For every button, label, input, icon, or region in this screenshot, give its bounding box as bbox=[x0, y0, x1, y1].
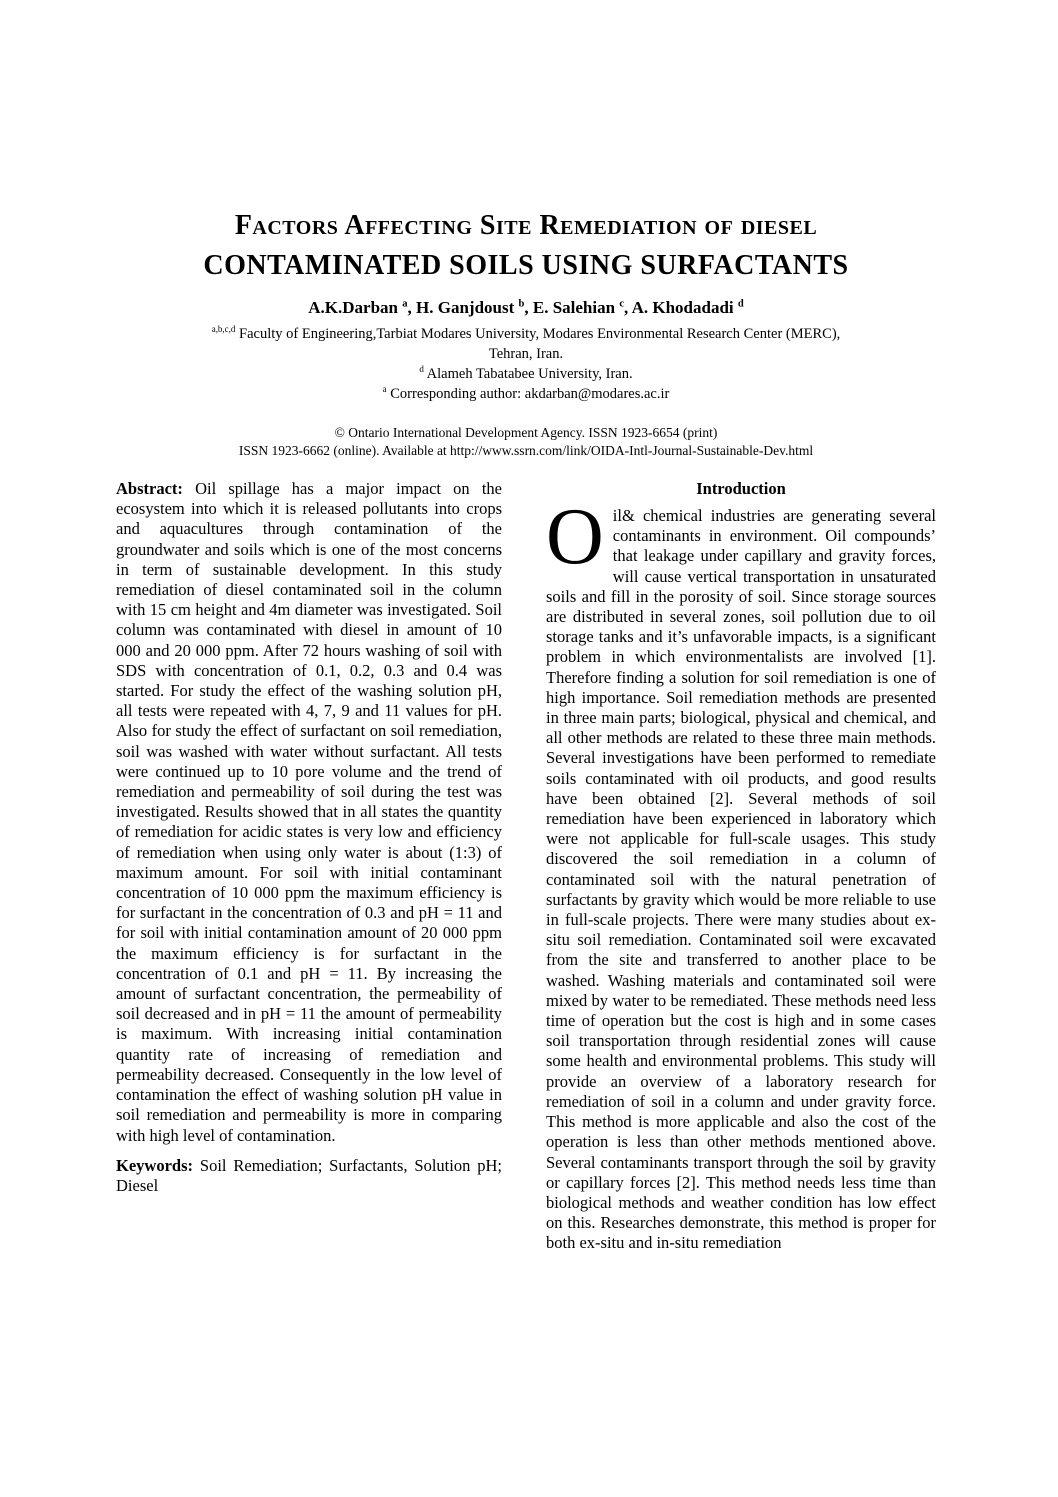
paper-title-line2: CONTAMINATED SOILS USING SURFACTANTS bbox=[203, 250, 849, 281]
abstract-label: Abstract: bbox=[116, 479, 183, 498]
affiliation-text: Faculty of Engineering,Tarbiat Modares University, Modares Environmental Research Center (MERC), bbox=[235, 326, 841, 342]
author-affiliation-mark: c bbox=[619, 298, 625, 310]
author-separator: , bbox=[524, 298, 533, 317]
authors-line bbox=[116, 296, 936, 320]
affiliation-line bbox=[116, 384, 936, 404]
introduction-paragraph bbox=[546, 493, 936, 1254]
author-affiliation-mark: b bbox=[518, 298, 525, 310]
paper-title bbox=[116, 206, 936, 286]
copyright-issn-print-line: © Ontario International Development Agency. ISSN 1923-6654 (print) bbox=[334, 425, 718, 440]
paper-title-line1: Factors Affecting Site Remediation of diesel bbox=[234, 210, 818, 241]
author-separator: , bbox=[407, 298, 417, 317]
affiliations-block bbox=[116, 324, 936, 404]
dropcap-letter: O bbox=[546, 493, 604, 581]
two-column-body bbox=[116, 479, 936, 1254]
affiliation-mark: a bbox=[382, 384, 387, 395]
issn-block bbox=[116, 424, 936, 460]
author-affiliation-mark: a bbox=[402, 298, 408, 310]
left-column bbox=[116, 479, 502, 1254]
affiliation-line bbox=[116, 324, 936, 344]
affiliation-mark: a,b,c,d bbox=[211, 324, 236, 335]
abstract-text: Oil spillage has a major impact on the ecosystem into which it is released pollutants into crops and aquacultures through contamination of the groundwater and soils which is one of the most concerns in term of sustainable development. In this study remediation of diesel contaminated soil in the column with 15 cm height and 4m diameter was investigated. Soil column was contaminated with diesel in amount of 10 000 and 20 000 ppm. After 72 hours washing of soil with SDS with concentration of 0.1, 0.2, 0.3 and 0.4 was started. For study the effect of the washing solution pH, all tests were repeated with 4, 7, 9 and 11 values for pH. Also for study the effect of surfactant on soil remediation, soil was washed with water without surfactant. All tests were continued up to 10 pore volume and the trend of remediation and permeability of soil during the test was investigated. Results showed that in all states the quantity of remediation for acidic states is very low and efficiency of remediation when using only water is about (1:3) of maximum amount. For soil with initial contaminant concentration of 10 000 ppm the maximum efficiency is for surfactant in the concentration of 0.3 and pH = 11 and for soil with initial contamination amount of 20 000 ppm the maximum efficiency is for surfactant in the concentration of 0.1 and pH = 11. By increasing the amount of surfactant concentration, the permeability of soil decreased and in pH = 11 the amount of permeability is maximum. With increasing initial contamination quantity rate of increasing of remediation and permeability decreased. Consequently in the low level of contamination the effect of washing solution pH value in soil remediation and permeability is more in comparing with high level of contamination. bbox=[116, 479, 502, 1145]
keywords-label: Keywords: bbox=[116, 1155, 193, 1175]
affiliation-text: Alameh Tabatabee University, Iran. bbox=[423, 366, 633, 382]
abstract-paragraph bbox=[116, 479, 502, 1146]
author-name: E. Salehian bbox=[532, 298, 620, 317]
introduction-text: il& chemical industries are generating several contaminants in environment. Oil compounds’ that leakage under capillary and gravity forces, will cause vertical transportation in unsaturated soils and fill in the porosity of soil. Since storage sources are distributed in several zones, soil pollution due to oil storage tanks and it’s unfavorable impacts, is a significant problem in which environmentalists are involved [1]. Therefore finding a solution for soil remediation is one of high importance. Soil remediation methods are presented in three main parts; biological, physical and chemical, and all other methods are related to these three main methods. Several investigations have been performed to remediate soils contaminated with oil products, and good results have been obtained [2]. Several methods of soil remediation have been experienced in laboratory which were not applicable for full-scale usages. This study discovered the soil remediation in a column of contaminated soil with the natural penetration of surfactants by gravity which would be more reliable to use in full-scale projects. There were many studies about ex-situ soil remediation. Contaminated soil were excavated from the site and transferred to another place to be washed. Washing materials and contaminated soil were mixed by water to be remediated. These methods need less time of operation but the cost is high and in some cases soil transportation through residential zones will cause some health and environmental problems. This study will provide an overview of a laboratory research for remediation of soil in a column and under gravity force. This method is more applicable and also the cost of the operation is less than other methods mentioned above. Several contaminants transport through the soil by gravity or capillary forces [2]. This method needs less time than biological methods and weather condition has low effect on this. Researches demonstrate, this method is proper for both ex-situ and in-situ remediation bbox=[546, 506, 936, 1253]
affiliation-mark: d bbox=[419, 364, 424, 375]
affiliation-line bbox=[116, 364, 936, 384]
corresponding-author-text: Corresponding author: akdarban@modares.ac.ir bbox=[386, 386, 670, 402]
issn-online-url-line: ISSN 1923-6662 (online). Available at http://www.ssrn.com/link/OIDA-Intl-Journal-Sustainable-Dev.html bbox=[238, 443, 814, 458]
right-column bbox=[546, 479, 936, 1254]
affiliation-text: Tehran, Iran. bbox=[488, 346, 564, 362]
affiliation-line bbox=[116, 344, 936, 364]
keywords-text: Soil Remediation; Surfactants, Solution pH; Diesel bbox=[116, 1155, 502, 1195]
introduction-heading: Introduction bbox=[696, 479, 786, 498]
author-name: H. Ganjdoust bbox=[416, 298, 519, 317]
author-name: A. Khodadadi bbox=[631, 298, 738, 317]
author-affiliation-mark: d bbox=[737, 298, 744, 310]
author-name: A.K.Darban bbox=[308, 298, 403, 317]
author-separator: , bbox=[624, 298, 632, 317]
keywords-paragraph bbox=[116, 1156, 502, 1196]
